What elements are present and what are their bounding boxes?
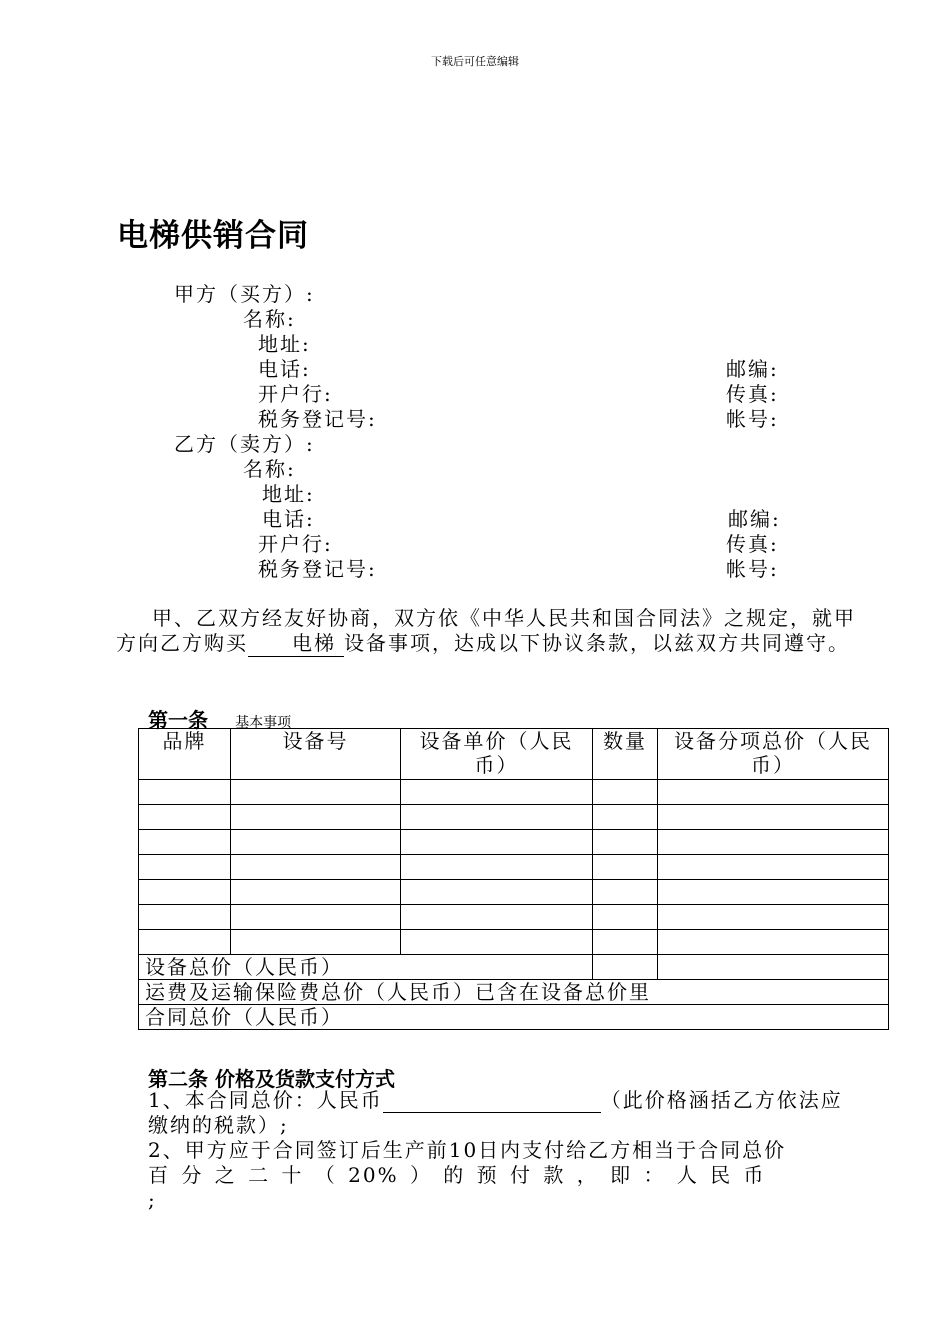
table-cell[interactable]: [658, 830, 889, 855]
party-a-postcode-label: 邮编:: [726, 357, 779, 381]
contract-total-row: [139, 1005, 889, 1030]
column-header: 数量: [593, 729, 658, 780]
table-cell[interactable]: [139, 780, 231, 805]
table-cell[interactable]: [658, 905, 889, 930]
table-cell[interactable]: [401, 880, 593, 905]
party-a-heading: 甲方（买方）:: [174, 282, 315, 306]
article-2-title: 第二条 价格及货款支付方式: [148, 1067, 395, 1091]
table-cell[interactable]: [139, 805, 231, 830]
article-1-title: 第一条: [148, 708, 208, 732]
table-cell[interactable]: [658, 805, 889, 830]
table-cell[interactable]: [139, 855, 231, 880]
table-cell[interactable]: [658, 955, 889, 980]
intro-text-2: 设备事项，达成以下协议条款，以兹双方共同遵守。: [344, 631, 850, 655]
table-cell[interactable]: [401, 830, 593, 855]
table-cell[interactable]: [139, 830, 231, 855]
table-cell[interactable]: [658, 880, 889, 905]
table-cell[interactable]: [593, 830, 658, 855]
party-a-fax-label: 传真:: [726, 382, 779, 406]
table-cell[interactable]: [231, 830, 401, 855]
party-a-name-label: 名称:: [243, 307, 296, 331]
table-row: [139, 830, 889, 855]
item-1-text-a: 1、本合同总价：人民币: [148, 1088, 383, 1112]
table-row: [139, 780, 889, 805]
table-cell[interactable]: [231, 880, 401, 905]
column-header: 设备单价（人民币）: [401, 729, 593, 780]
table-row: [139, 930, 889, 955]
document-title: 电梯供销合同: [117, 218, 309, 254]
table-row: [139, 805, 889, 830]
intro-paragraph: [116, 606, 876, 657]
item-2-line-2: 百 分 之 二 十 （ 20% ） 的 预 付 款 ， 即 ： 人 民 币: [148, 1163, 766, 1187]
table-cell[interactable]: [593, 855, 658, 880]
party-b-postcode-label: 邮编:: [728, 507, 781, 531]
table-cell[interactable]: [231, 780, 401, 805]
table-row: [139, 880, 889, 905]
freight-row: [139, 980, 889, 1005]
item-2-line-1: 2、甲方应于合同签订后生产前10日内支付给乙方相当于合同总价: [148, 1138, 787, 1162]
table-cell[interactable]: [658, 930, 889, 955]
equipment-total-row: [139, 955, 889, 980]
table-cell[interactable]: [401, 905, 593, 930]
table-cell[interactable]: [401, 780, 593, 805]
table-cell[interactable]: [139, 905, 231, 930]
table-cell[interactable]: [658, 780, 889, 805]
party-b-name-label: 名称:: [243, 457, 296, 481]
table-cell[interactable]: [231, 905, 401, 930]
page-header: 下载后可任意编辑: [431, 55, 519, 68]
party-a-phone-label: 电话:: [258, 357, 311, 381]
party-a-tax-label: 税务登记号:: [258, 407, 377, 431]
table-cell[interactable]: [593, 780, 658, 805]
intro-text-1: 甲、乙双方经友好协商，双方依《中华人民共和国合同法》之规定，就甲方向乙方购买: [116, 606, 856, 655]
party-a-bank-label: 开户行:: [258, 382, 333, 406]
table-cell[interactable]: [401, 930, 593, 955]
freight-label: 运费及运输保险费总价（人民币）已含在设备总价里: [139, 980, 889, 1005]
party-a-account-label: 帐号:: [726, 407, 779, 431]
contract-total-blank[interactable]: [383, 1090, 601, 1113]
table-cell[interactable]: [139, 930, 231, 955]
table-cell[interactable]: [593, 880, 658, 905]
party-a-address-label: 地址:: [258, 332, 311, 356]
table-cell[interactable]: [593, 955, 658, 980]
table-cell[interactable]: [139, 880, 231, 905]
party-b-address-label: 地址:: [262, 482, 315, 506]
party-b-heading: 乙方（卖方）:: [174, 432, 315, 456]
column-header: 品牌: [139, 729, 231, 780]
party-b-account-label: 帐号:: [726, 557, 779, 581]
article-2-item-1: [148, 1088, 863, 1138]
items-table: [138, 728, 889, 1030]
equipment-total-label: 设备总价（人民币）: [139, 955, 593, 980]
item-1-text-b: （此价格涵括乙方依法应缴纳的税款）;: [148, 1088, 843, 1137]
column-header: 设备分项总价（人民币）: [658, 729, 889, 780]
table-cell[interactable]: [231, 855, 401, 880]
table-cell[interactable]: [231, 805, 401, 830]
table-cell[interactable]: [401, 805, 593, 830]
equipment-name: 电梯: [248, 631, 344, 657]
article-1-subtitle: 基本事项: [235, 715, 292, 731]
table-row: [139, 855, 889, 880]
table-cell[interactable]: [401, 855, 593, 880]
table-cell[interactable]: [231, 930, 401, 955]
table-cell[interactable]: [593, 930, 658, 955]
table-cell[interactable]: [593, 905, 658, 930]
contract-total-label: 合同总价（人民币）: [139, 1005, 889, 1030]
party-b-tax-label: 税务登记号:: [258, 557, 377, 581]
party-b-bank-label: 开户行:: [258, 532, 333, 556]
party-b-phone-label: 电话:: [262, 507, 315, 531]
table-cell[interactable]: [658, 855, 889, 880]
table-header-row: [139, 729, 889, 780]
item-2-line-3: ;: [148, 1188, 157, 1212]
column-header: 设备号: [231, 729, 401, 780]
table-cell[interactable]: [593, 805, 658, 830]
table-row: [139, 905, 889, 930]
party-b-fax-label: 传真:: [726, 532, 779, 556]
